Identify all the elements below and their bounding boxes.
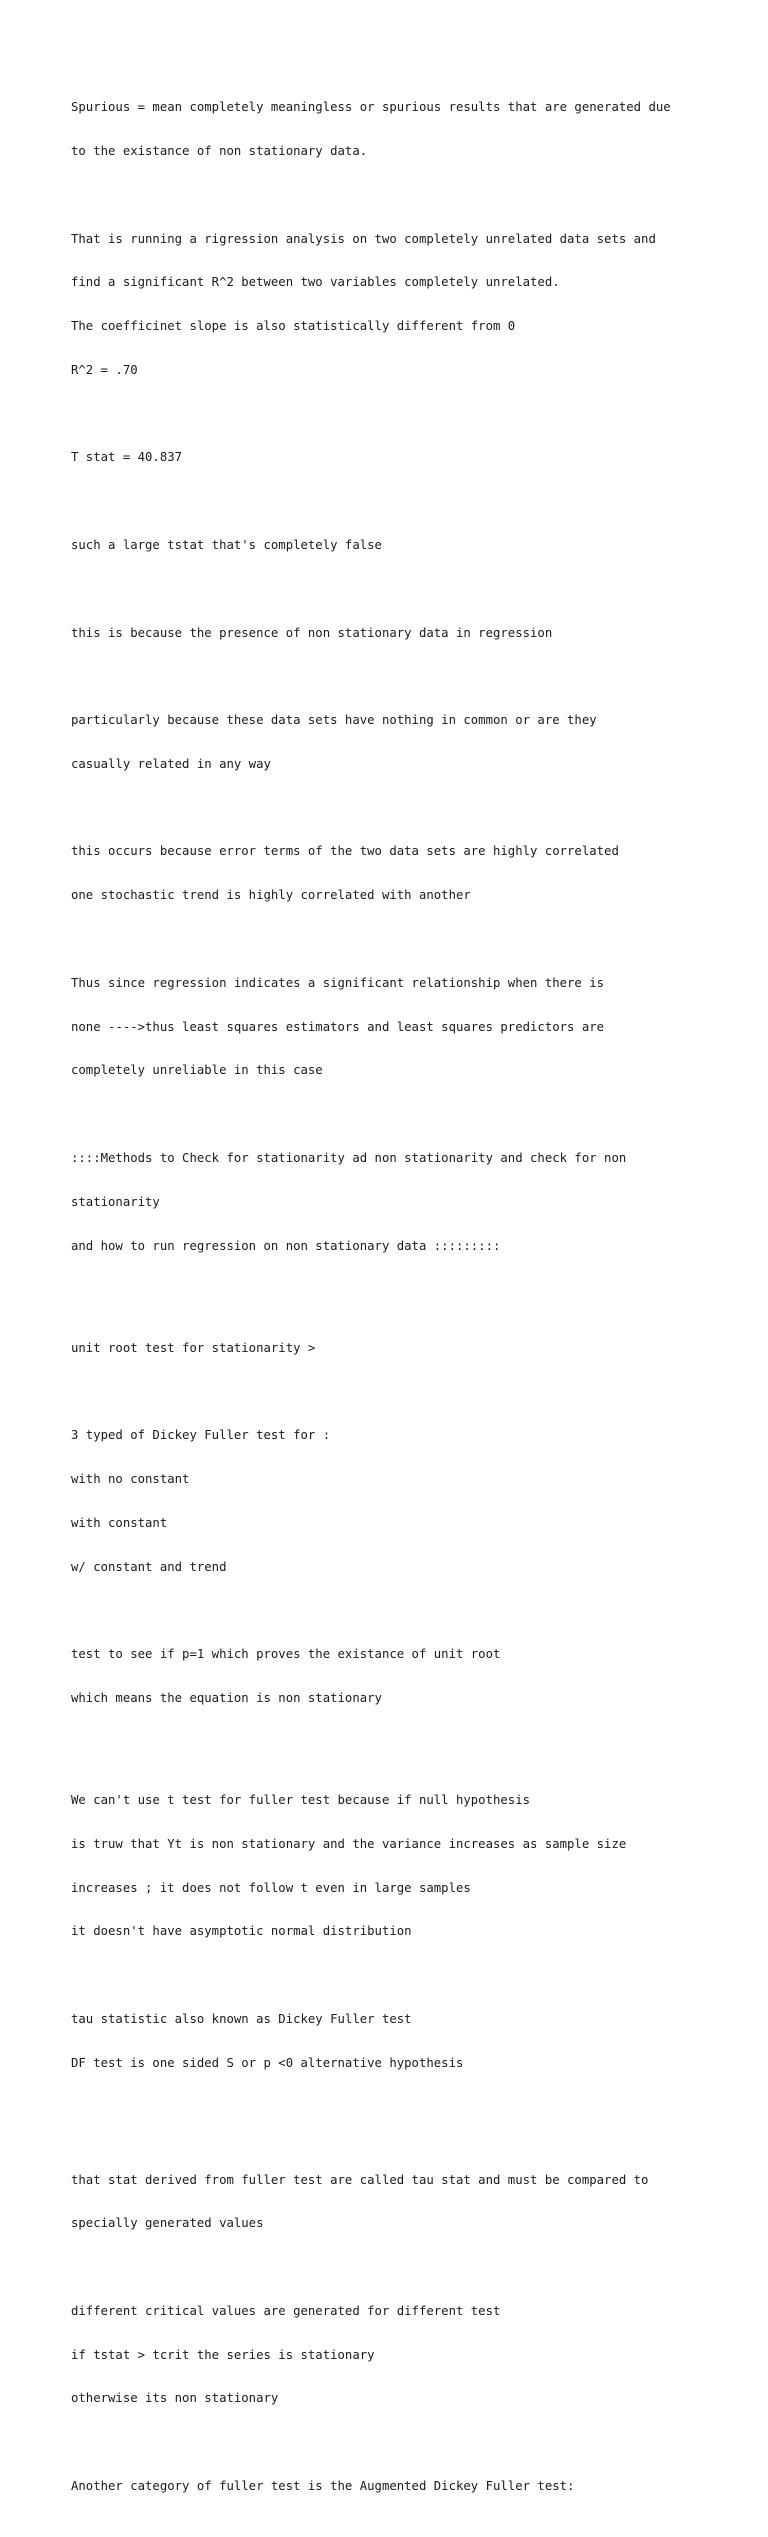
text-line: find a significant R^2 between two variables completely unrelated. [71,275,560,290]
text-line: casually related in any way [71,756,271,771]
text-line: that stat derived from fuller test are called tau stat and must be compared to [71,2172,649,2187]
text-line: one stochastic trend is highly correlated with another [71,888,471,903]
paragraph-t-stat [71,421,751,494]
text-line: different critical values are generated for different test [71,2303,501,2318]
text-line: Spurious = mean completely meaningless or spurious results that are generated due [71,100,671,115]
paragraph-error-terms [71,815,751,932]
text-line: to the existance of non stationary data. [71,143,368,158]
text-line: tau statistic also known as Dickey Fuller test [71,2011,412,2026]
text-line: is truw that Yt is non stationary and the variance increases as sample size [71,1836,627,1851]
text-line: increases ; it does not follow t even in large samples [71,1880,471,1895]
paragraph-tau-stat-values [71,2143,751,2260]
text-line: w/ constant and trend [71,1559,227,1574]
text-line: specially generated values [71,2216,264,2231]
paragraph-unit-root-test [71,1618,751,1735]
text-line: Thus since regression indicates a significant relationship when there is [71,975,605,990]
text-line: DF test is one sided S or p <0 alternative hypothesis [71,2055,464,2070]
text-line: Another category of fuller test is the Augmented Dickey Fuller test: [71,2478,575,2493]
text-line: with no constant [71,1472,190,1486]
paragraph-dickey-fuller-types [71,1399,751,1603]
text-line: test to see if p=1 which proves the existance of unit root [71,1647,501,1662]
text-line: 3 typed of Dickey Fuller test for : [71,1428,331,1443]
text-line: such a large tstat that's completely false [71,538,382,552]
paragraph-cause [71,596,751,669]
text-line: T stat = 40.837 [71,450,183,465]
text-line: completely unreliable in this case [71,1063,323,1078]
paragraph-methods-heading [71,1122,751,1283]
paragraph-unreliable-estimators [71,947,751,1108]
text-line: unit root test for stationarity > [71,1340,316,1355]
paragraph-tau-statistic [71,1983,751,2100]
text-line: R^2 = .70 [71,362,138,377]
paragraph-t-test-limitation [71,1764,751,1968]
text-line: stationarity [71,1194,160,1209]
text-line: none ---->thus least squares estimators and least squares predictors are [71,1019,605,1034]
paragraph-spurious-definition [71,71,751,188]
text-line: this is because the presence of non stationary data in regression [71,625,553,640]
paragraph-unit-root [71,1311,751,1384]
text-line: if tstat > tcrit the series is stationary [71,2347,375,2362]
paragraph-augmented-dickey-fuller [71,2450,751,2523]
text-line: That is running a rigression analysis on two completely unrelated data sets and [71,231,656,246]
text-line: We can't use t test for fuller test because if null hypothesis [71,1793,531,1808]
text-line: it doesn't have asymptotic normal distribution [71,1924,412,1939]
paragraph-unrelated-data [71,684,751,801]
paragraph-large-tstat [71,509,751,582]
paragraph-regression-example [71,202,751,406]
document-page [71,71,751,2537]
paragraph-critical-values [71,2275,751,2436]
text-line: which means the equation is non stationary [71,1690,382,1705]
text-line: The coefficinet slope is also statistically different from 0 [71,319,516,334]
text-line: ::::Methods to Check for stationarity ad non stationarity and check for non [71,1150,627,1165]
text-line: with constant [71,1515,168,1530]
text-line: otherwise its non stationary [71,2391,279,2406]
text-line: particularly because these data sets have nothing in common or are they [71,713,597,728]
text-line: this occurs because error terms of the two data sets are highly correlated [71,844,619,859]
text-line: and how to run regression on non stationary data ::::::::: [71,1238,501,1253]
